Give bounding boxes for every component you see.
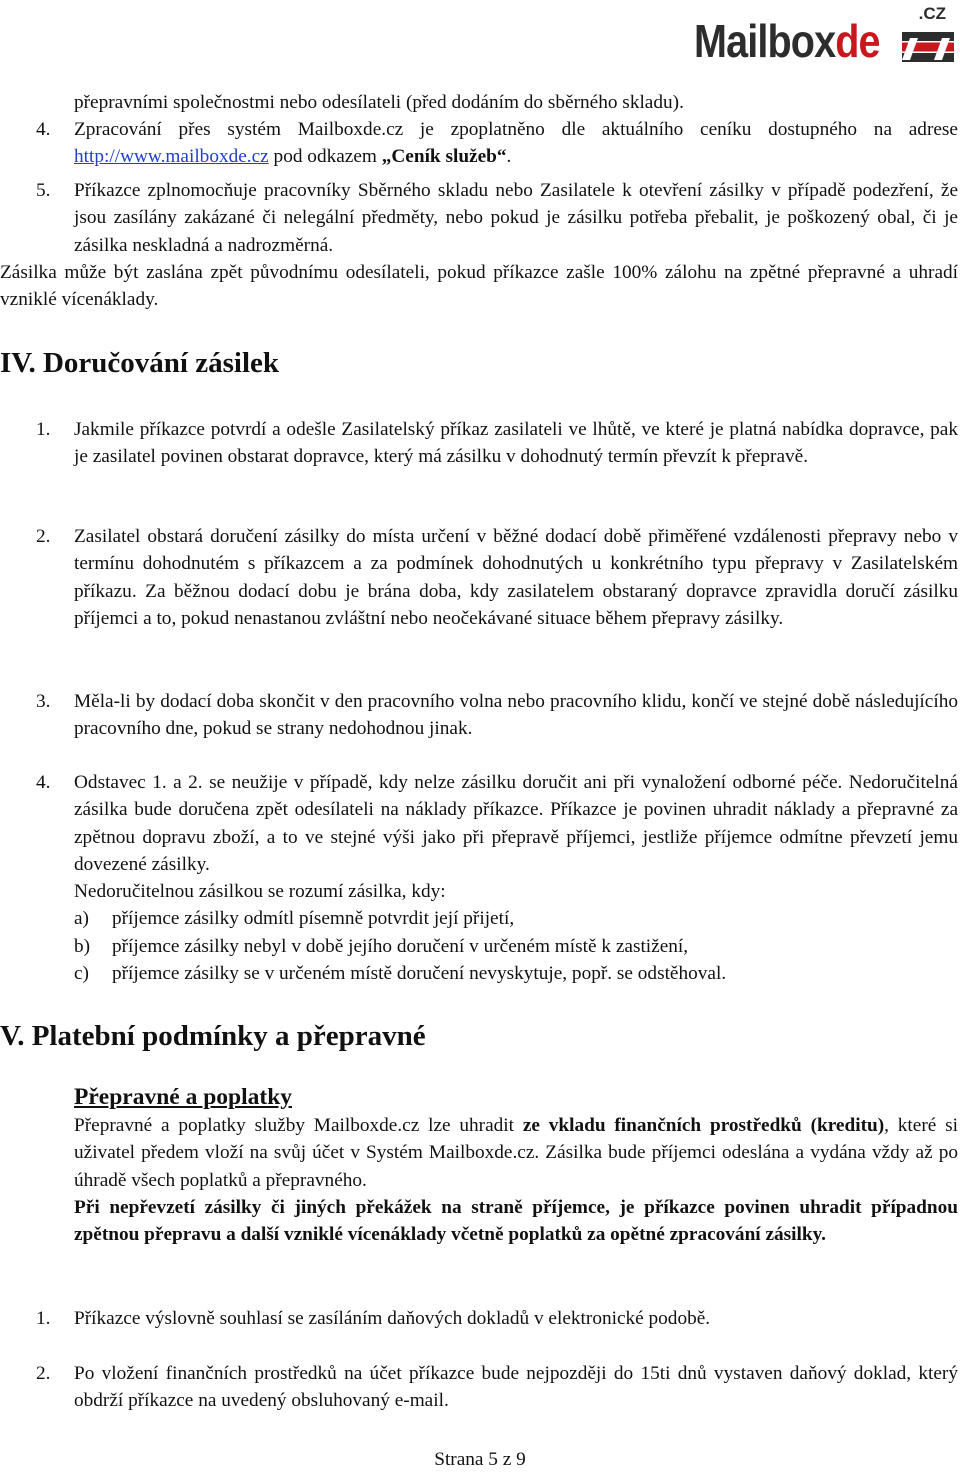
logo-text-main: Mailbox (694, 15, 836, 67)
intro-item-5-number: 5. (36, 180, 51, 201)
intro-item-4 (74, 116, 958, 171)
s4-item-3-number: 3. (36, 691, 51, 712)
s5-item-2: Po vložení finančních prostředků na účet příkazce bude nejpozději do 15ti dnů vystaven daňový doklad, který obdrží příkazce na uvedený obsluhovaný e-mail. (74, 1363, 958, 1412)
list-item: b) příjemce zásilky nebyl v době jejího doručení v určeném místě k zastižení, (74, 935, 689, 957)
return-note: Zásilka může být zaslána zpět původnímu odesílateli, pokud příkazce zašle 100% zálohu na zpětné přepravné a uhradí vzniklé vícenáklady. (0, 262, 958, 311)
price-list-reference: „Ceník služeb“ (381, 146, 507, 168)
mailboxde-link[interactable]: http://www.mailboxde.cz (74, 146, 269, 168)
mailboxde-logo (694, 4, 956, 66)
s4-item-2: Zasilatel obstará doručení zásilky do místa určení v běžné dodací době přiměřené vzdálenosti přepravy nebo v termínu dohodnutém s příkazcem a za podmínek dohodnutých u konkrétního typu přepravy v Zasilatelském příkazu. Za běžnou dodací dobu je brána doba, kdy zasilatelem obstaraný dopravce zpravidla doručí zásilku příjemci a to, pokud nenastanou zvláštní nebo neočekávané situace během přepravy zásilky. (74, 526, 958, 629)
intro-continuation: přepravními společnostmi nebo odesílateli (před dodáním do sběrného skladu). (74, 92, 684, 113)
s4-item-4 (74, 769, 958, 987)
intro-item-4-number: 4. (36, 119, 51, 140)
fees-paragraph-2: Při nepřevzetí zásilky či jiných překážek na straně příjemce, je příkazce povinen uhradit případnou zpětnou přepravu a další vzniklé vícenáklady včetně poplatků za opětné zpracování zásilky. (74, 1196, 958, 1246)
fees-subheading: Přepravné a poplatky (74, 1084, 293, 1110)
s4-item-4-text: Odstavec 1. a 2. se neužije v případě, kdy nelze zásilku doručit ani při vynaložení odborné péče. Nedoručitelná zásilka bude doručena zpět odesílateli na náklady příkazce. Příkazce je povinen uhradit náklady a přepravné za zpětnou dopravu zboží, a to ve stejné výši jako při přepravě příjemci, jestliže příjemce odmítne převzetí jemu dovezené zásilky. (74, 772, 958, 875)
intro-item-4-text: Zpracování přes systém Mailboxde.cz je zpoplatněno dle aktuálního ceníku dostupného na adrese (74, 119, 958, 140)
list-item: a) příjemce zásilky odmítl písemně potvrdit její přijetí, (74, 908, 515, 930)
s4-item-4-subintro: Nedoručitelnou zásilkou se rozumí zásilka, kdy: (74, 881, 446, 903)
logo-tld: .CZ (918, 4, 946, 23)
s4-item-3: Měla-li by dodací doba skončit v den pracovního volna nebo pracovního klidu, končí ve stejné době následujícího pracovního dne, pokud se strany nedohodnou jinak. (74, 691, 958, 740)
logo-wordmark (694, 15, 880, 67)
fees-text (74, 1112, 958, 1248)
section-4-heading: IV. Doručování zásilek (0, 347, 280, 379)
page-number: Strana 5 z 9 (434, 1449, 526, 1470)
intro-item-4-text-c: . (506, 146, 512, 168)
s4-item-4-number: 4. (36, 772, 51, 793)
s5-item-2-number: 2. (36, 1363, 51, 1384)
s5-item-1-number: 1. (36, 1308, 51, 1329)
flag-stripes-icon (902, 32, 954, 62)
s5-item-1: Příkazce výslovně souhlasí se zasíláním daňových dokladů v elektronické podobě. (74, 1308, 711, 1329)
fees-paragraph-1: Přepravné a poplatky služby Mailboxde.cz lze uhradit ze vkladu finančních prostředků (kreditu), které si uživatel předem vloží na svůj účet v Systém Mailboxde.cz. Zásilka bude příjemci odeslána a vydána vždy až po úhradě všech poplatků a přepravného. (74, 1115, 958, 1191)
credit-deposit-emphasis: ze vkladu finančních prostředků (kreditu) (522, 1115, 885, 1136)
logo-text-accent: de (835, 15, 880, 67)
intro-item-5: Příkazce zplnomocňuje pracovníky Sběrného skladu nebo Zasilatele k otevření zásilky v případě podezření, že jsou zasílány zakázané či nelegální předměty, nebo pokud je zásilku potřeba přebalit, je poškozený obal, či je zásilka neskladná a nadrozměrná. (74, 180, 958, 256)
s4-item-1-number: 1. (36, 419, 51, 440)
section-5-heading: V. Platební podmínky a přepravné (0, 1020, 426, 1052)
list-item: c) příjemce zásilky se v určeném místě doručení nevyskytuje, popř. se odstěhoval. (74, 963, 727, 985)
s4-item-4-sublist (74, 905, 958, 987)
s4-item-2-number: 2. (36, 526, 51, 547)
s4-item-1: Jakmile příkazce potvrdí a odešle Zasilatelský příkaz zasilateli ve lhůtě, ve které je platná nabídka dopravce, pak je zasilatel povinen obstarat dopravce, který má zásilku v dohodnutý termín převzít k přepravě. (74, 419, 958, 468)
intro-item-4-text-b: pod odkazem (268, 146, 382, 168)
